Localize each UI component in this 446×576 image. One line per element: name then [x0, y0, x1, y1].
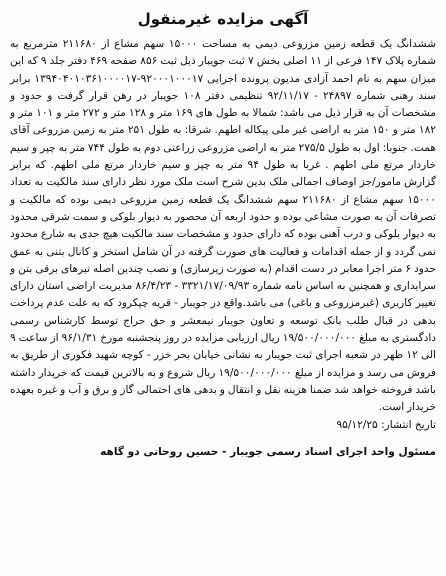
signature-line: مسئول واحد اجرای اسناد رسمی جویبار - حسین روحانی دو گاهه — [100, 445, 436, 458]
notice-title: آگهی مزایده غیرمنقول — [137, 10, 309, 28]
notice-body: ششدانگ یک قطعه زمین مزروعی دیمی به مساحت ۱۵۰۰۰ سهم مشاع از ۲۱۱۶۸۰ مترمربع به شماره پلاک ۱۴۷ فرعی از ۱۱ اصلی بخش ۷ ثبت جویبار ذیل ثبت ۸۵۶ صفحه ۴۶۹ دفتر جلد ۹ که این میزان سهم به نام احمد آزادی مدیون پرونده اجرایی ۹۲۰۰۰۱۰۰۰۱۷-۱۳۹۴۰۴۰۱۰۳۶۱۰۰۰۰۱۷ برابر سند رهنی شماره ۲۴۸۹۷ - ۹۲/۱۱/۱۷ تنظیمی دفتر ۱۰۸ جویبار در رهن قرار گرفت و حدود و مشخصات آن به قرار ذیل می باشد: شمالا به طول های ۱۶۹ متر و ۱۲۸ متر و ۲۷۲ متر و ۱۰۱ متر و ۱۸۲ متر و ۱۵۰ متر به اراضی غیر ملی پیکاله اطهم. شرقا: به طول ۲۵۱ متر به زمین مزروعی آقای همت. جنوبا: اول به طول ۲۷۵/۵ متر به اراضی مزروعی زراعتی دوم به طول ۷۴۴ متر به چپر و سیم خاردار مرتع ملی اطهم . غربا به طول ۹۴ متر به چپر و سیم خاردار مرتع ملی اطهم. که برابر گزارش مامور/جز اوصاف اجمالی ملک بدین شرح است ملک مورد نظر دارای سند مالکیت به تعداد ۱۵۰۰۰ سهم مشاع از ۲۱۱۶۸۰ سهم ششدانگ یک قطعه زمین مزروعی دیمی بوده که مالکیت و تصرفات آن به صورت مشاعی بوده و حدود اربعه آن محصور به دیوار بلوکی و سمت شرقی محدود به دیوار بلوکی و درب آهنی بوده که دارای حدود و مشخصات سند مالکیت هیچ حدی به شارع محدود نمی گردد و از جمله اقدامات و فعالیت های صورت گرفته در آن شامل استخر و کانال بتنی به عمق حدود ۶ متر اجرا معابر در دست اقدام (به صورت زیرسازی) و نصب چندین اصله تیرهای برقی بتن و سرایداری و همچنین به اساس نامه شماره ۳۳۲۱/۱۷/۰۹/۹۳ - ۸۶/۴/۲۳ مدیریت اراضی استان دارای تغییر کاربری (غیرمزروعی و باغی) می باشد.واقع در جویبار - قریه چپکرود که به علت عدم پرداخت بدهی در قبال طلب بانک توسعه و تعاون جویبار نیمعشر و حق حراج توسط کارشناس رسمی دادگستری به مبلغ ۱۹/۵۰۰/۰۰۰/۰۰۰ ریال ارزیابی مزایده در روز پنجشنبه مورخ ۹۶/۱/۳۱ از ساعت ۹ الی ۱۲ ظهر در شعبه اجرای ثبت جویبار به نشانی خیابان بحر خزر - کوچه شهید فکوری از طریق به فروش می رسد و مزایده از مبلغ ۱۹/۵۰۰/۰۰۰/۰۰۰ ریال شروع و به بالاترین قیمت که خریدار داشته باشد فروخته خواهد شد ضمنا هزینه نقل و انتقال و بدهی های احتمالی گاز و برق و آب و غیره بعهده خریدار است. — [10, 38, 437, 414]
publication-date: تاریخ انتشار: ۹۵/۱۲/۲۵ — [336, 418, 436, 431]
